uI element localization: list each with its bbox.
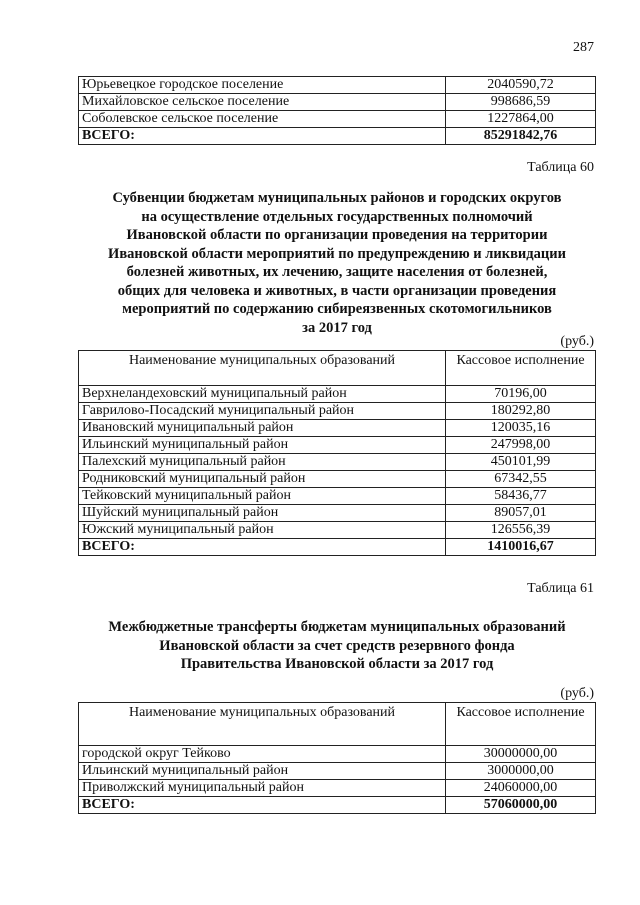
table-61-title <box>80 618 594 674</box>
title-line: болезней животных, их лечению, защите населения от болезней, <box>126 264 548 280</box>
table-row <box>79 780 596 797</box>
header-name: Наименование муниципальных образований <box>79 351 446 386</box>
row-value: 67342,55 <box>446 471 596 488</box>
table-row <box>79 522 596 539</box>
table-row <box>79 488 596 505</box>
row-value: 998686,59 <box>446 94 596 111</box>
total-value: 1410016,67 <box>446 539 596 556</box>
row-value: 2040590,72 <box>446 77 596 94</box>
total-row <box>79 797 596 814</box>
table-row <box>79 437 596 454</box>
title-line: на осуществление отдельных государственных полномочий <box>141 208 533 225</box>
table-60 <box>78 350 596 556</box>
title-line: Межбюджетные трансферты бюджетам муниципальных образований <box>108 619 566 635</box>
row-value: 24060000,00 <box>446 780 596 797</box>
row-name: Родниковский муниципальный район <box>79 471 446 488</box>
row-value: 3000000,00 <box>446 763 596 780</box>
table-61 <box>78 702 596 814</box>
table-60-label: Таблица 60 <box>527 160 594 175</box>
row-value: 180292,80 <box>446 403 596 420</box>
page-number: 287 <box>573 40 594 55</box>
row-value: 126556,39 <box>446 522 596 539</box>
total-label: ВСЕГО: <box>79 797 446 814</box>
table-row <box>79 420 596 437</box>
title-line: общих для человека и животных, в части организации проведения <box>117 282 557 299</box>
row-value: 1227864,00 <box>446 111 596 128</box>
row-name: Гаврилово-Посадский муниципальный район <box>79 403 446 420</box>
table-row <box>79 763 596 780</box>
table-row <box>79 746 596 763</box>
row-name: Шуйский муниципальный район <box>79 505 446 522</box>
row-name: Ильинский муниципальный район <box>79 763 446 780</box>
total-label: ВСЕГО: <box>79 539 446 556</box>
table-row <box>79 94 596 111</box>
row-value: 450101,99 <box>446 454 596 471</box>
table-60-title <box>80 189 594 337</box>
row-name: Приволжский муниципальный район <box>79 780 446 797</box>
table-row <box>79 505 596 522</box>
row-name: Южский муниципальный район <box>79 522 446 539</box>
title-line: Правительства Ивановской области за 2017 год <box>180 656 494 672</box>
total-value: 85291842,76 <box>446 128 596 145</box>
total-row <box>79 128 596 145</box>
title-line: Ивановской области мероприятий по предупреждению и ликвидации <box>108 245 566 262</box>
row-value: 247998,00 <box>446 437 596 454</box>
table-row <box>79 403 596 420</box>
row-value: 89057,01 <box>446 505 596 522</box>
table-row <box>79 77 596 94</box>
row-value: 120035,16 <box>446 420 596 437</box>
total-row <box>79 539 596 556</box>
table-61-units: (руб.) <box>560 686 594 701</box>
header-value: Кассовое исполнение <box>446 351 596 386</box>
table-60-units: (руб.) <box>560 334 594 349</box>
title-line: мероприятий по содержанию сибиреязвенных скотомогильников <box>122 301 552 317</box>
header-value: Кассовое исполнение <box>446 703 596 746</box>
total-label: ВСЕГО: <box>79 128 446 145</box>
table-row <box>79 386 596 403</box>
table-row <box>79 471 596 488</box>
row-name: Ивановский муниципальный район <box>79 420 446 437</box>
table-continuation <box>78 76 596 145</box>
row-name: Тейковский муниципальный район <box>79 488 446 505</box>
row-name: городской округ Тейково <box>79 746 446 763</box>
title-line: Ивановской области по организации проведения на территории <box>126 227 548 243</box>
header-name: Наименование муниципальных образований <box>79 703 446 746</box>
title-line: Субвенции бюджетам муниципальных районов и городских округов <box>112 190 562 206</box>
row-value: 70196,00 <box>446 386 596 403</box>
row-name: Михайловское сельское поселение <box>79 94 446 111</box>
table-61-label: Таблица 61 <box>527 581 594 596</box>
row-value: 58436,77 <box>446 488 596 505</box>
row-name: Юрьевецкое городское поселение <box>79 77 446 94</box>
row-name: Верхнеландеховский муниципальный район <box>79 386 446 403</box>
table-row <box>79 111 596 128</box>
header-row <box>79 703 596 746</box>
header-row <box>79 351 596 386</box>
row-name: Палехский муниципальный район <box>79 454 446 471</box>
row-name: Ильинский муниципальный район <box>79 437 446 454</box>
row-name: Соболевское сельское поселение <box>79 111 446 128</box>
row-value: 30000000,00 <box>446 746 596 763</box>
title-line: за 2017 год <box>302 319 372 336</box>
table-row <box>79 454 596 471</box>
title-line: Ивановской области за счет средств резервного фонда <box>159 637 515 654</box>
total-value: 57060000,00 <box>446 797 596 814</box>
